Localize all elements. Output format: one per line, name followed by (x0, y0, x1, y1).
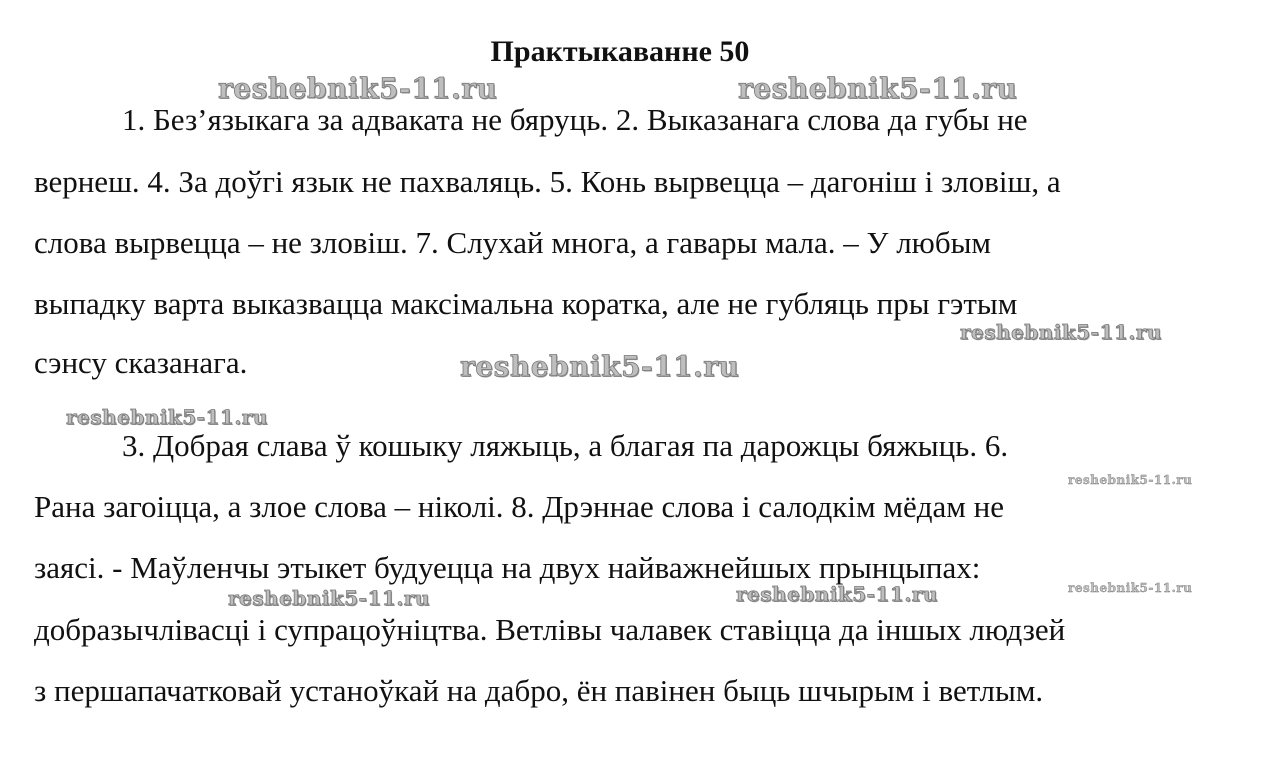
watermark: reshebnik5-11.ru (1068, 473, 1193, 487)
watermark: reshebnik5-11.ru (228, 586, 430, 610)
watermark: reshebnik5-11.ru (1068, 581, 1193, 595)
watermark: reshebnik5-11.ru (218, 72, 498, 105)
paragraph-line: з першапачатковай устаноўкай на дабро, ён павінен быць шчырым і ветлым. (34, 673, 1044, 708)
paragraph-line: Рана загоіцца, а злое слова – ніколі. 8. Дрэннае слова і салодкім мёдам не (34, 489, 1004, 524)
paragraph-line: заясі. - Маўленчы этыкет будуецца на двух найважнейшых прынцыпах: (34, 550, 981, 585)
paragraph-line: выпадку варта выказвацца максімальна коратка, але не губляць пры гэтым (34, 286, 1018, 321)
watermark: reshebnik5-11.ru (460, 350, 740, 383)
paragraph-line: добразычлівасці і супрацоўніцтва. Ветлівы чалавек ставіцца да іншых людзей (34, 612, 1066, 647)
paragraph-line: 1. Без’языкага за адваката не бяруць. 2. Выказанага слова да губы не (122, 102, 1028, 137)
watermark: reshebnik5-11.ru (738, 72, 1018, 105)
paragraph-line: сэнсу сказанага. (34, 345, 248, 380)
watermark: reshebnik5-11.ru (736, 582, 938, 606)
page-title: Практыкаванне 50 (490, 35, 750, 69)
watermark: reshebnik5-11.ru (960, 320, 1162, 344)
paragraph-line: 3. Добрая слава ў кошыку ляжыць, а благая па дарожцы бяжыць. 6. (122, 428, 1009, 463)
paragraph-line: вернеш. 4. За доўгі язык не пахваляць. 5. Конь вырвецца – дагоніш і зловіш, а (34, 164, 1061, 199)
watermark: reshebnik5-11.ru (66, 405, 268, 429)
paragraph-line: слова вырвецца – не зловіш. 7. Слухай многа, а гавары мала. – У любым (34, 225, 992, 260)
